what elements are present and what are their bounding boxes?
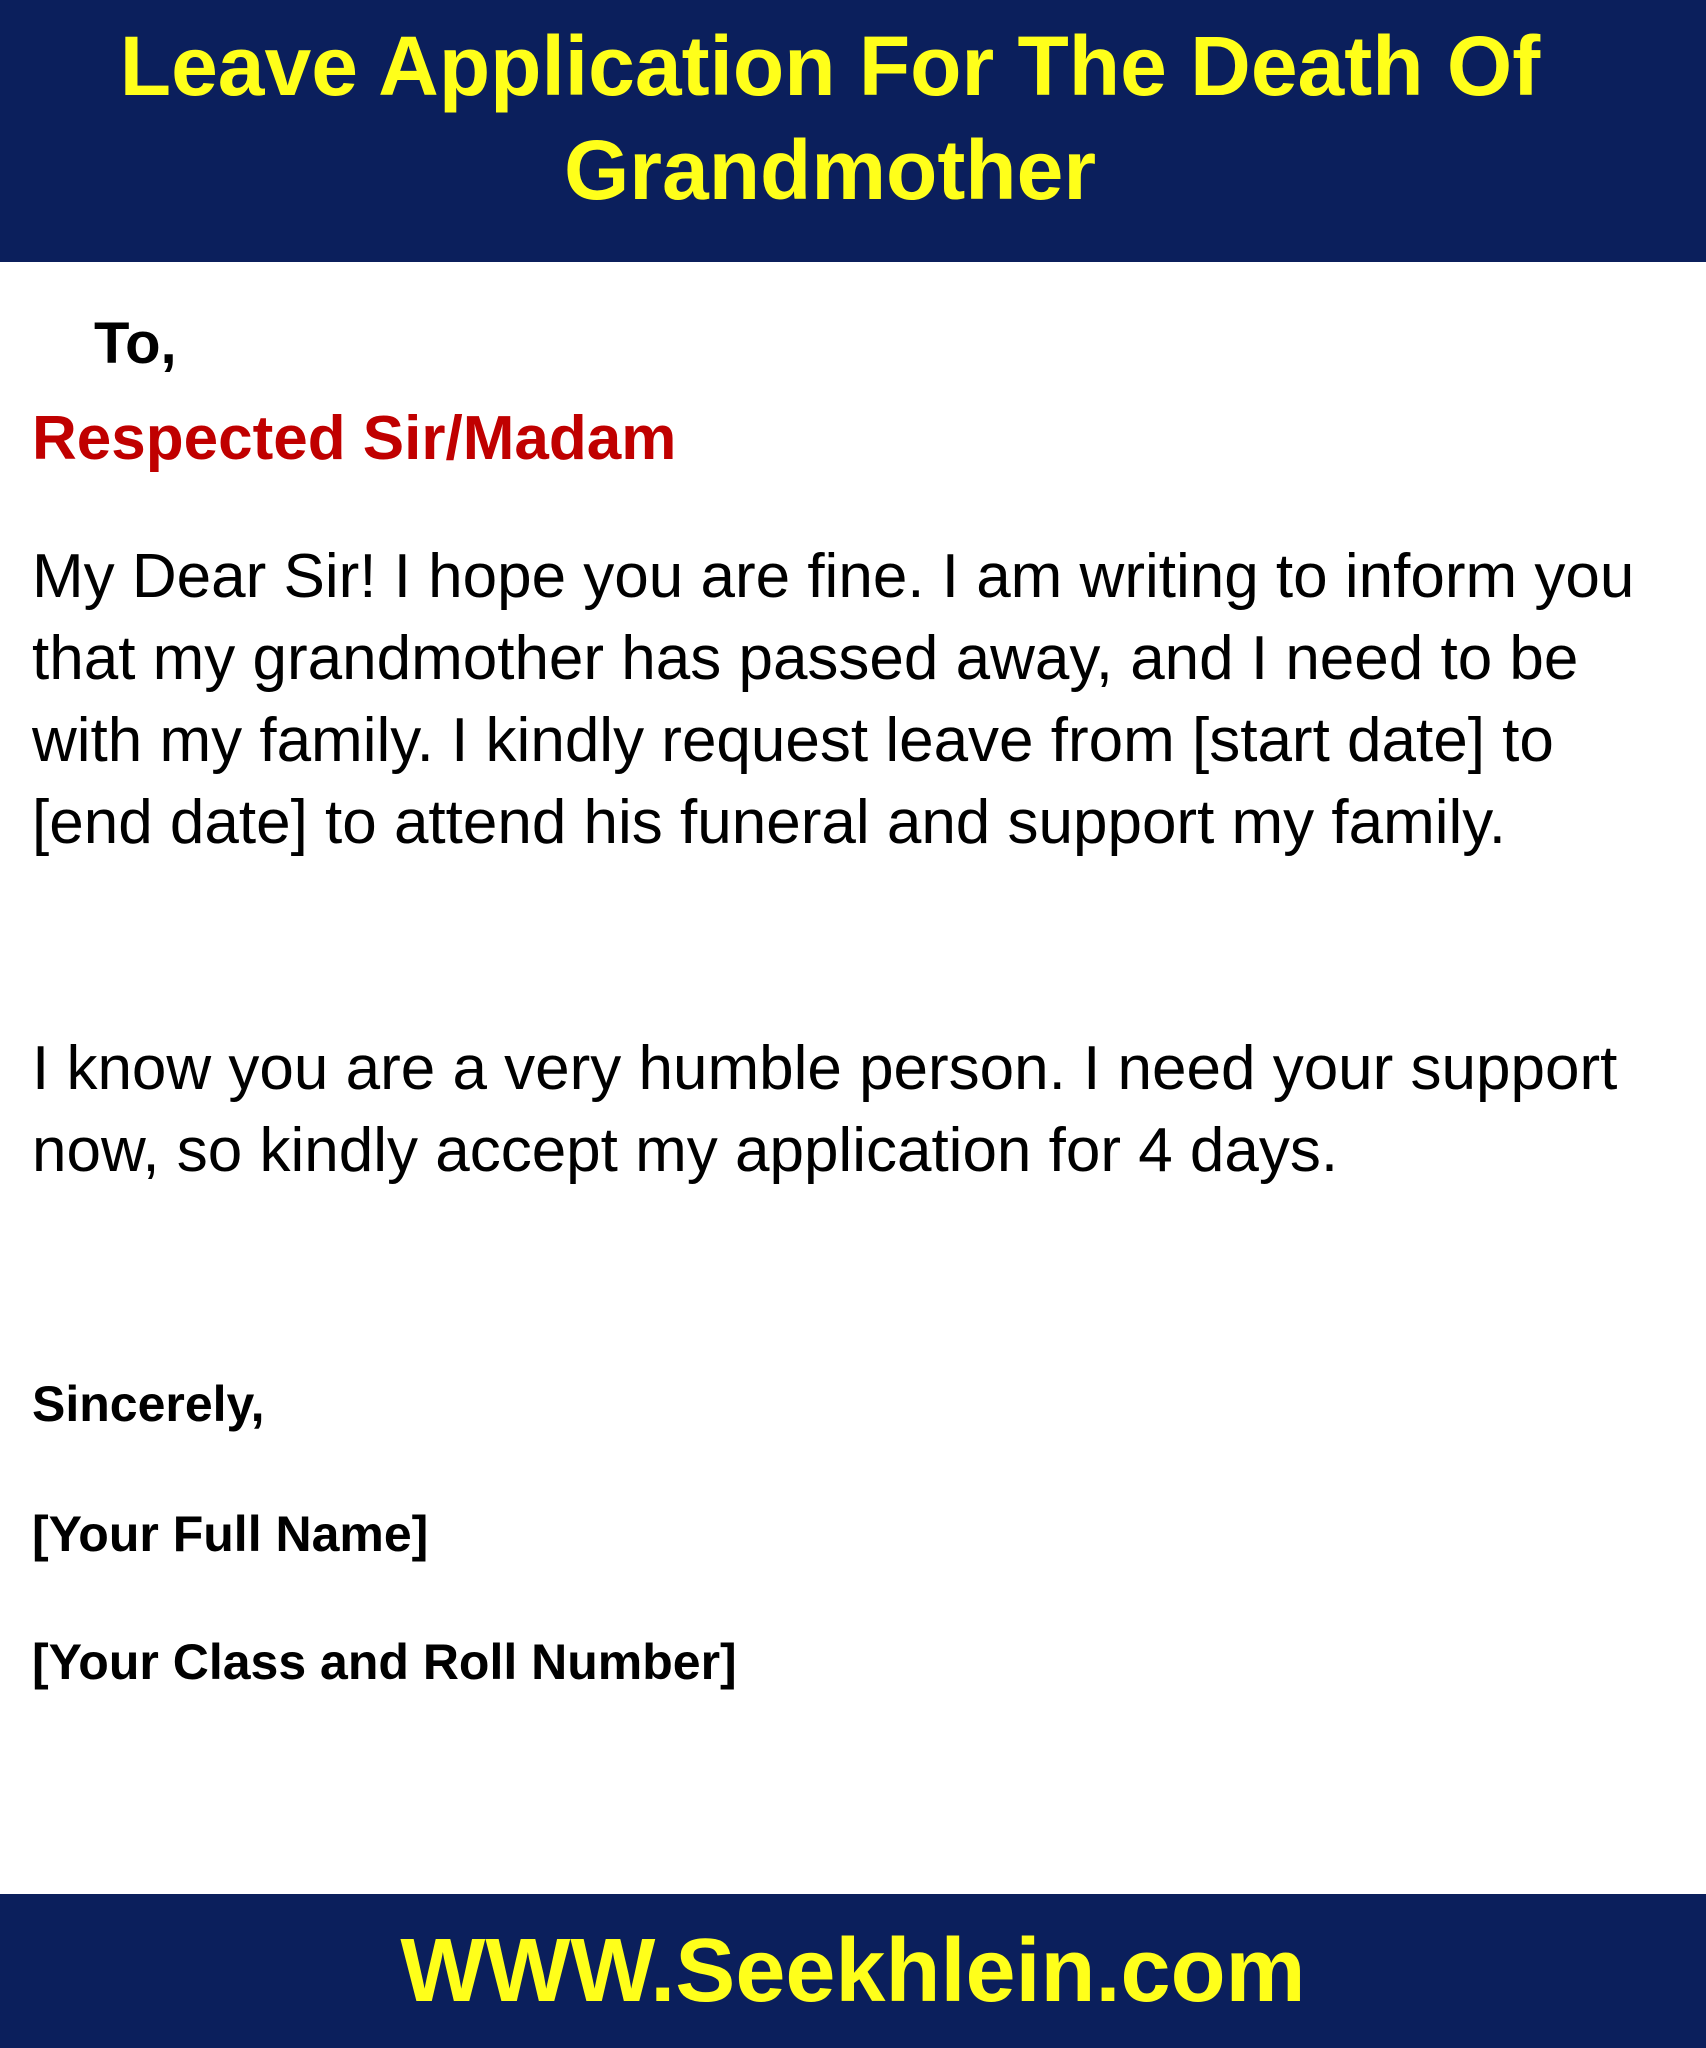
letter-salutation: Respected Sir/Madam: [32, 404, 677, 473]
website-link[interactable]: WWW.Seekhlein.com: [400, 1921, 1306, 2021]
letter-body-paragraph-1: My Dear Sir! I hope you are fine. I am writing to inform you that my grandmother has passed away, and I need to be with my family. I kindly request leave from [start date] to [end date] to attend his funeral and support my family.: [32, 542, 1635, 857]
letter-body-paragraph-2: I know you are a very humble person. I need your support now, so kindly accept my application for 4 days.: [32, 1034, 1618, 1185]
letter-closing: Sincerely,: [32, 1376, 265, 1432]
page-title: Leave Application For The Death Of Grandmother: [119, 19, 1541, 217]
header-banner: [0, 0, 1706, 262]
footer-banner: [0, 1894, 1706, 2048]
letter-to: To,: [94, 311, 177, 376]
letter-class-roll: [Your Class and Roll Number]: [32, 1634, 737, 1690]
letter-full-name: [Your Full Name]: [32, 1506, 429, 1562]
